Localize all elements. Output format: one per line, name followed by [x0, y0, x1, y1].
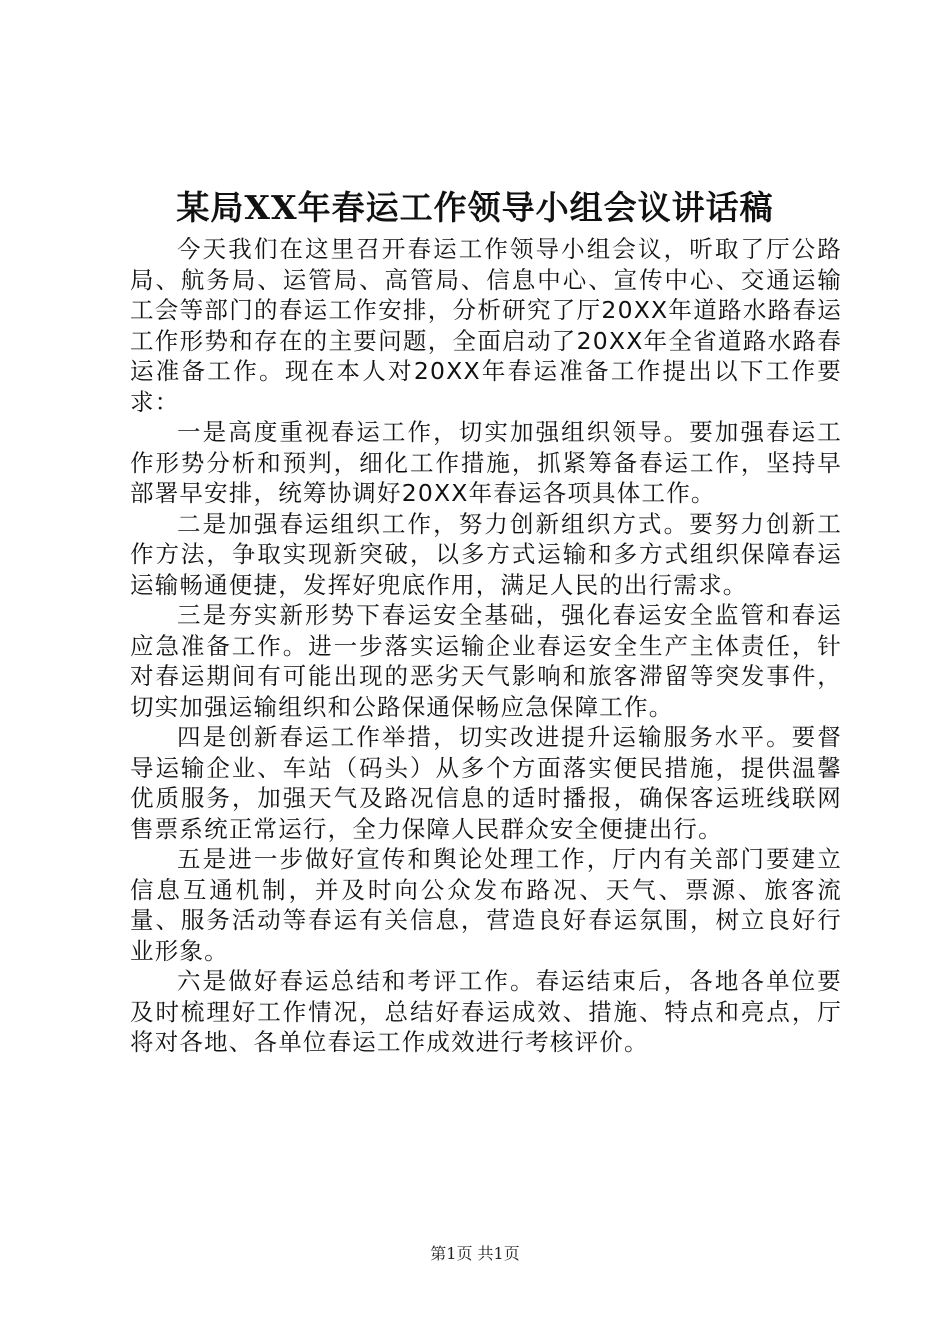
paragraph-point-6: 六是做好春运总结和考评工作。春运结束后，各地各单位要及时梳理好工作情况，总结好春运成效、措施、特点和亮点，厅将对各地、各单位春运工作成效进行考核评价。 — [130, 967, 842, 1056]
page-number-footer: 第1页 共1页 — [430, 1244, 520, 1263]
document-body — [130, 234, 842, 1058]
paragraph-point-3: 三是夯实新形势下春运安全基础，强化春运安全监管和春运应急准备工作。进一步落实运输企业春运安全生产主体责任，针对春运期间有可能出现的恶劣天气影响和旅客滞留等突发事件，切实加强运输组织和公路保通保畅应急保障工作。 — [130, 601, 842, 721]
paragraph-intro: 今天我们在这里召开春运工作领导小组会议，听取了厅公路局、航务局、运管局、高管局、信息中心、宣传中心、交通运输工会等部门的春运工作安排，分析研究了厅20XX年道路水路春运工作形势和存在的主要问题，全面启动了20XX年全省道路水路春运准备工作。现在本人对20XX年春运准备工作提出以下工作要求： — [130, 235, 842, 416]
document-title: 某局XX年春运工作领导小组会议讲话稿 — [176, 188, 774, 227]
paragraph-point-5: 五是进一步做好宣传和舆论处理工作，厅内有关部门要建立信息互通机制，并及时向公众发布路况、天气、票源、旅客流量、服务活动等春运有关信息，营造良好春运氛围，树立良好行业形象。 — [130, 845, 842, 965]
paragraph-point-1: 一是高度重视春运工作，切实加强组织领导。要加强春运工作形势分析和预判，细化工作措施，抓紧筹备春运工作，坚持早部署早安排，统筹协调好20XX年春运各项具体工作。 — [130, 418, 842, 507]
paragraph-point-2: 二是加强春运组织工作，努力创新组织方式。要努力创新工作方法，争取实现新突破，以多方式运输和多方式组织保障春运运输畅通便捷，发挥好兜底作用，满足人民的出行需求。 — [130, 509, 842, 599]
paragraph-point-4: 四是创新春运工作举措，切实改进提升运输服务水平。要督导运输企业、车站（码头）从多个方面落实便民措施，提供温馨优质服务，加强天气及路况信息的适时播报，确保客运班线联网售票系统正常运行，全力保障人民群众安全便捷出行。 — [130, 723, 842, 843]
